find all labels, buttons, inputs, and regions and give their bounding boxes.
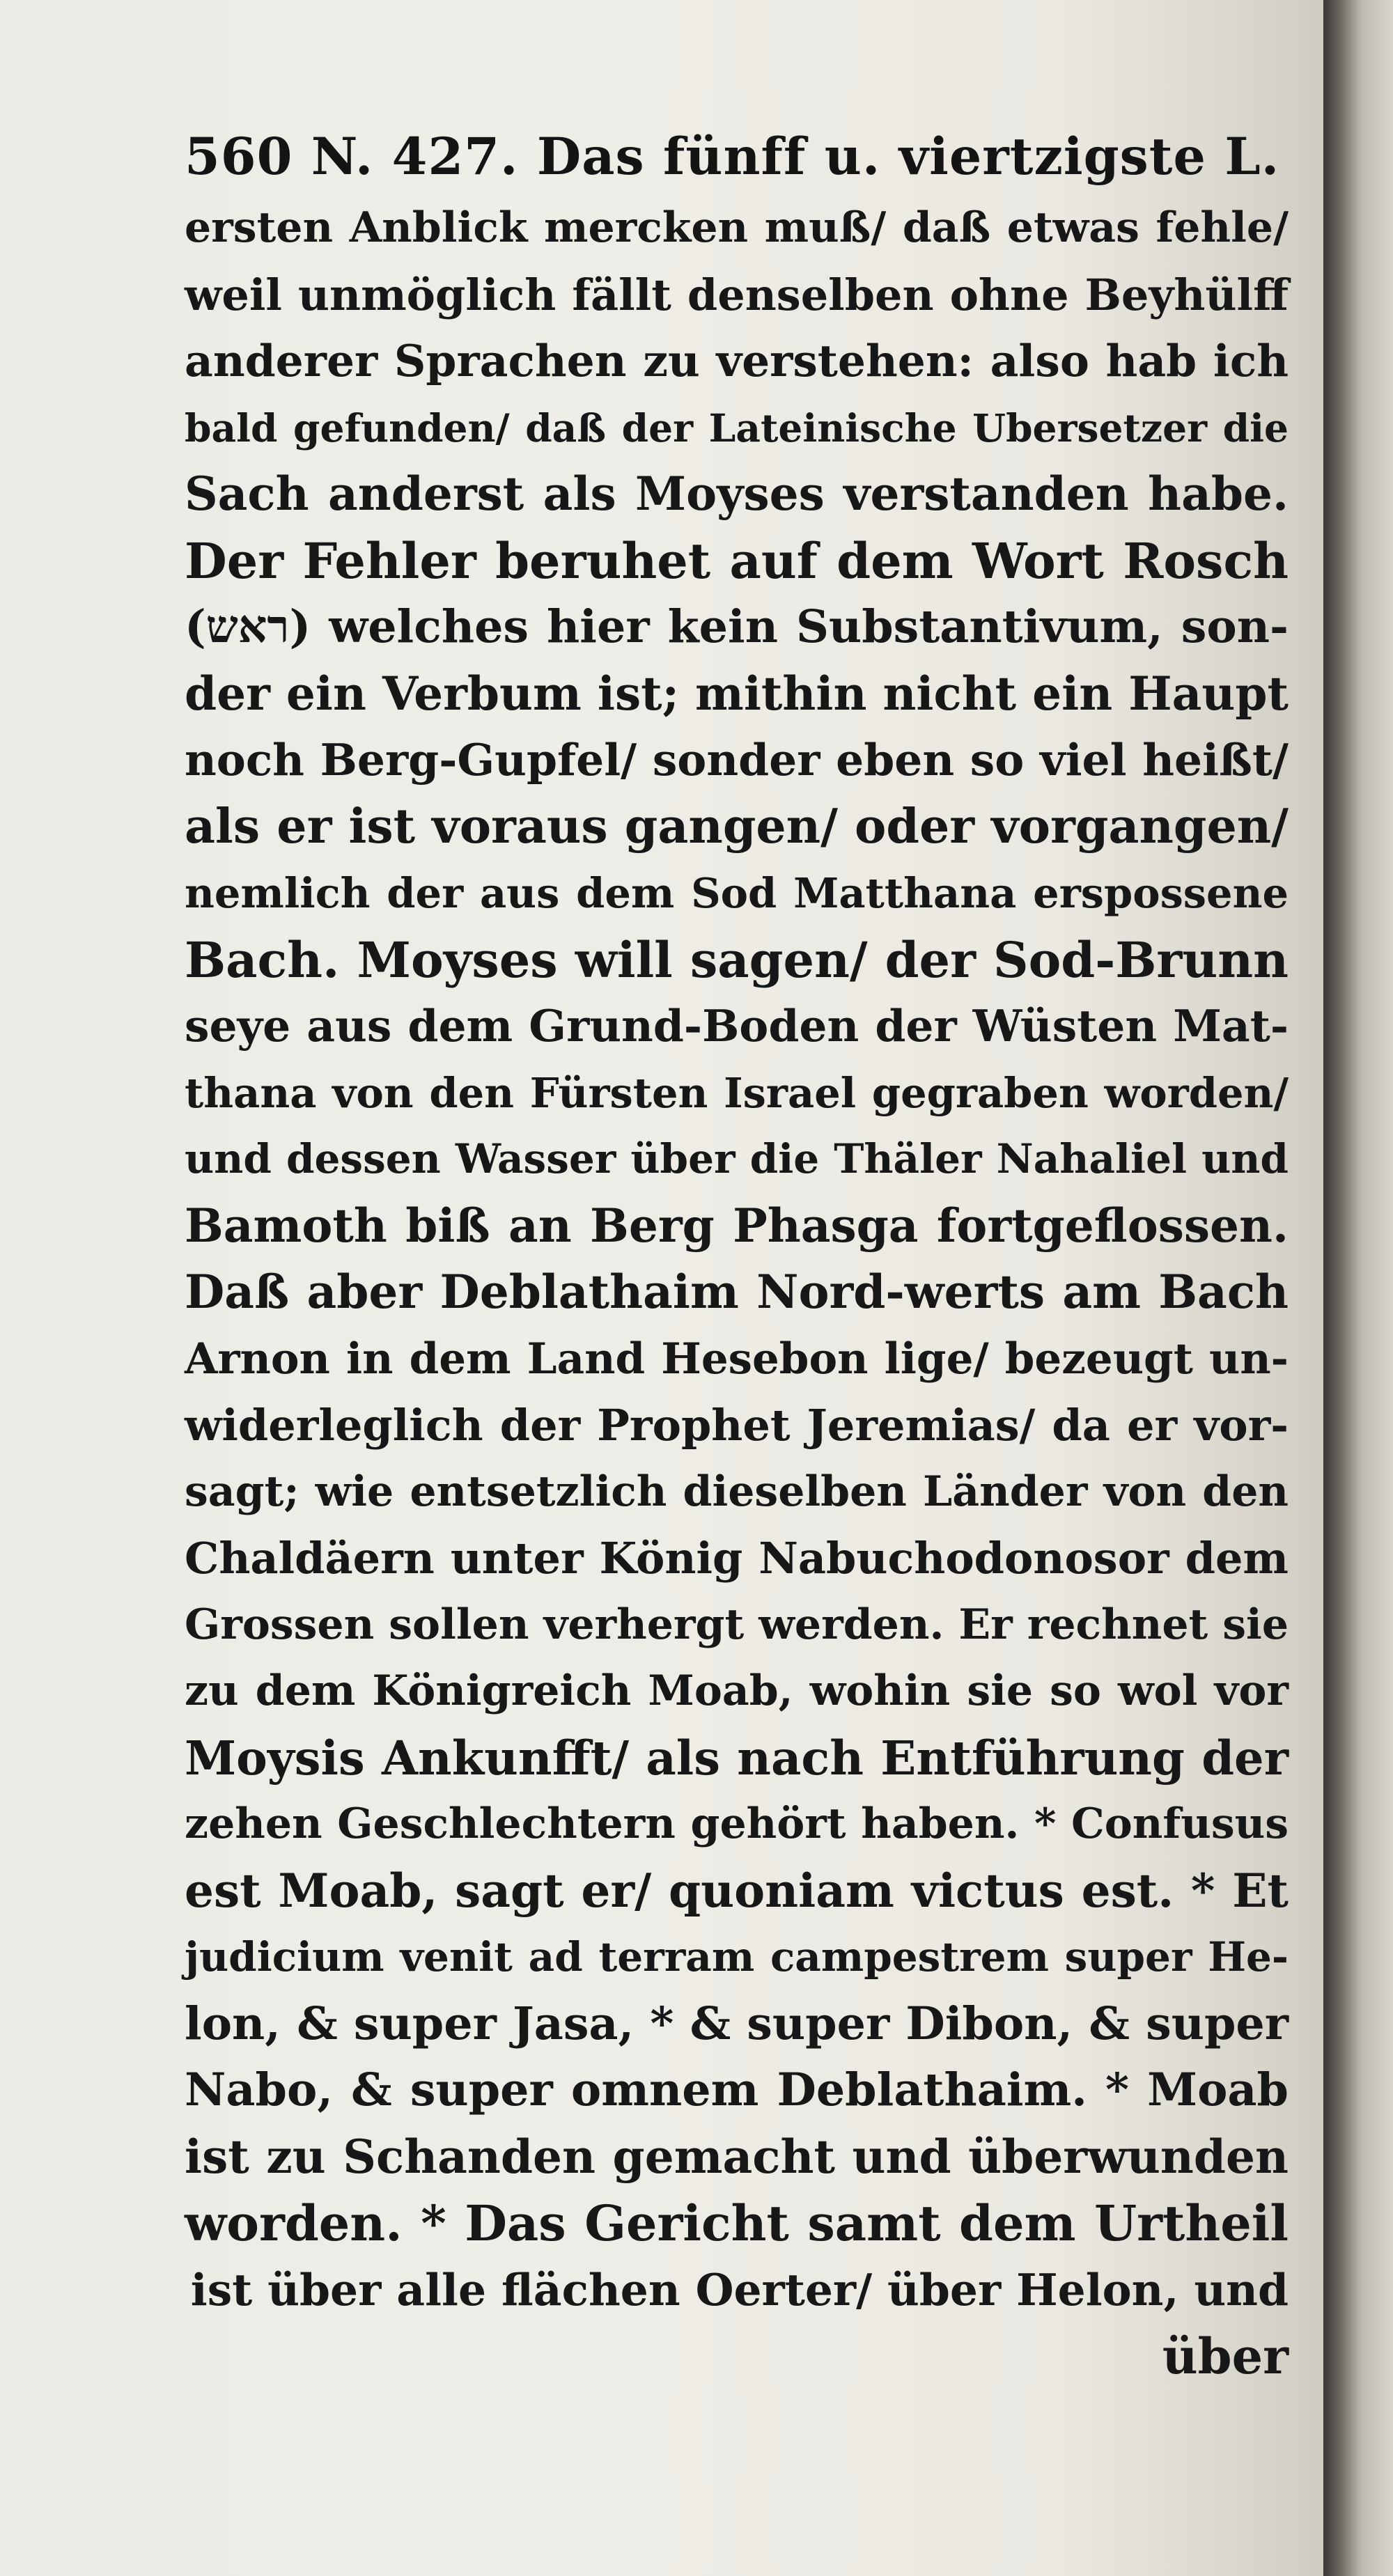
text-line: seye aus dem Grund-Boden der Wüsten Mat- xyxy=(185,1000,1289,1052)
text-line: Nabo, & super omnem Deblathaim. * Moab xyxy=(185,2063,1289,2116)
running-head: 560 N. 427. Das fünff u. viertzigste L. xyxy=(185,127,1280,187)
text-line: Bach. Moyses will sagen/ der Sod-Brunn xyxy=(185,930,1289,989)
text-line: ist über alle flächen Oerter/ über Helon, und xyxy=(190,2263,1289,2316)
text-line: ist zu Schanden gemacht und überwunden xyxy=(185,2129,1289,2184)
text-line: widerleglich der Prophet Jeremias/ da er vor- xyxy=(185,1400,1289,1451)
text-line: Grossen sollen verhergt werden. Er rechnet sie xyxy=(185,1600,1289,1649)
text-line: als er ist voraus gangen/ oder vorgangen/ xyxy=(185,798,1289,854)
text-line: judicium venit ad terram campestrem super He- xyxy=(185,1933,1289,1981)
text-line: worden. * Das Gericht samt dem Urtheil xyxy=(185,2194,1289,2252)
text-line: est Moab, sagt er/ quoniam victus est. * Et xyxy=(185,1863,1289,1918)
text-line: Moysis Ankunfft/ als nach Entführung der xyxy=(185,1730,1289,1786)
text-line: Arnon in dem Land Hesebon lige/ bezeugt un- xyxy=(185,1334,1289,1384)
text-line: lon, & super Jasa, * & super Dibon, & super xyxy=(185,1997,1289,2050)
text-line: und dessen Wasser über die Thäler Nahaliel und xyxy=(185,1135,1289,1182)
text-line: anderer Sprachen zu verstehen: also hab ich xyxy=(185,335,1289,387)
page-edge-shadow xyxy=(1323,0,1393,2576)
text-line: sagt; wie entsetzlich dieselben Länder von den xyxy=(185,1467,1289,1516)
text-line: zehen Geschlechtern gehört haben. * Confusus xyxy=(185,1800,1289,1848)
text-line: (ראש) welches hier kein Substantivum, son- xyxy=(185,600,1289,653)
text-line: weil unmöglich fällt denselben ohne Beyhülff xyxy=(185,269,1289,320)
text-line: thana von den Fürsten Israel gegraben worden/ xyxy=(185,1068,1289,1117)
text-block xyxy=(185,118,1289,2390)
text-line: noch Berg-Gupfel/ sonder eben so viel heißt/ xyxy=(185,734,1289,786)
text-line: der ein Verbum ist; mithin nicht ein Haupt xyxy=(185,666,1289,721)
text-line: Der Fehler beruhet auf dem Wort Rosch xyxy=(185,531,1289,590)
catchword: über xyxy=(1162,2327,1289,2385)
text-line: nemlich der aus dem Sod Matthana erspossene xyxy=(185,869,1289,917)
text-line: ersten Anblick mercken muß/ daß etwas fehle/ xyxy=(185,203,1289,252)
text-line: Bamoth biß an Berg Phasga fortgeflossen. xyxy=(185,1198,1289,1253)
text-line: Sach anderst als Moyses verstanden habe. xyxy=(185,467,1289,521)
text-line: Chaldäern unter König Nabuchodonosor dem xyxy=(185,1533,1289,1584)
text-line: Daß aber Deblathaim Nord-werts am Bach xyxy=(185,1265,1289,1319)
text-line: zu dem Königreich Moab, wohin sie so wol vor xyxy=(185,1666,1289,1715)
text-line: bald gefunden/ daß der Lateinische Ubersetzer die xyxy=(185,405,1289,451)
